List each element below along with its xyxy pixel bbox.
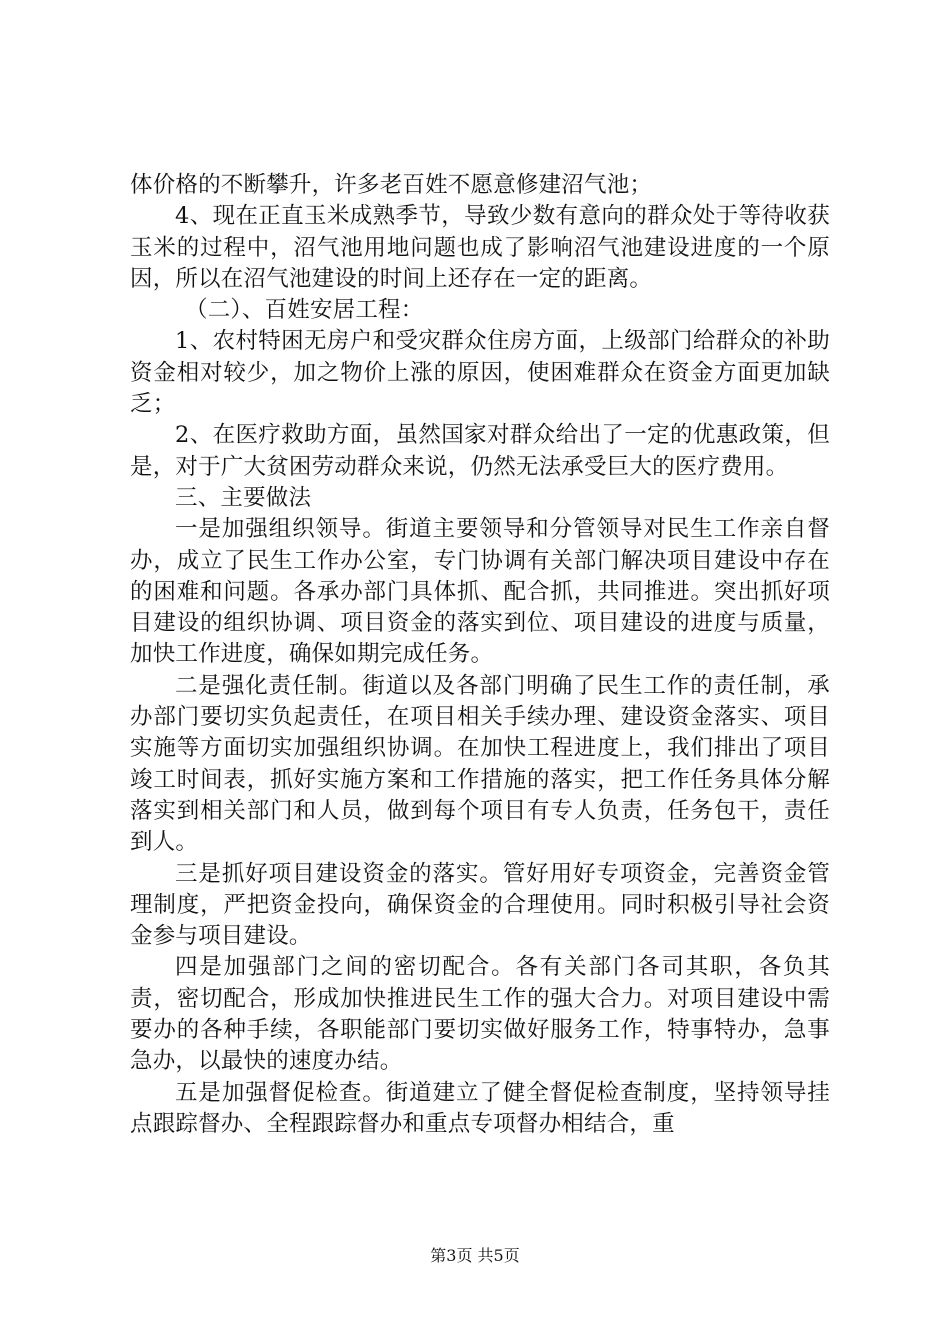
paragraph-11: 五是加强督促检查。街道建立了健全督促检查制度，坚持领导挂点跟踪督办、全程跟踪督办和重点专项督办相结合，重 xyxy=(130,1079,830,1137)
paragraph-2: 4、现在正直玉米成熟季节，导致少数有意向的群众处于等待收获玉米的过程中，沼气池用地问题也成了影响沼气池建设进度的一个原因，所以在沼气池建设的时间上还存在一定的距离。 xyxy=(130,203,830,292)
paragraph-8: 二是强化责任制。街道以及各部门明确了民生工作的责任制，承办部门要切实负起责任，在项目相关手续办理、建设资金落实、项目实施等方面切实加强组织协调。在加快工程进度上，我们排出了项目竣工时间表，抓好实施方案和工作措施的落实，把工作任务具体分解落实到相关部门和人员，做到每个项目有专人负责，任务包干，责任到人。 xyxy=(130,672,830,856)
section-heading-2: （二）、百姓安居工程： xyxy=(185,297,424,324)
paragraph-10: 四是加强部门之间的密切配合。各有关部门各司其职，各负其责，密切配合，形成加快推进民生工作的强大合力。对项目建设中需要办的各种手续，各职能部门要切实做好服务工作，特事特办，急事急办，以最快的速度办结。 xyxy=(130,954,830,1075)
page-number-footer: 第3页 共5页 xyxy=(430,1246,520,1265)
section-heading-3: 三、主要做法 xyxy=(175,484,312,511)
paragraph-5: 2、在医疗救助方面，虽然国家对群众给出了一定的优惠政策，但是，对于广大贫困劳动群众来说，仍然无法承受巨大的医疗费用。 xyxy=(130,422,830,480)
paragraph-7: 一是加强组织领导。街道主要领导和分管领导对民生工作亲自督办，成立了民生工作办公室，专门协调有关部门解决项目建设中存在的困难和问题。各承办部门具体抓、配合抓，共同推进。突出抓好项目建设的组织协调、项目资金的落实到位、项目建设的进度与质量，加快工作进度，确保如期完成任务。 xyxy=(130,516,830,668)
paragraph-9: 三是抓好项目建设资金的落实。管好用好专项资金，完善资金管理制度，严把资金投向，确保资金的合理使用。同时积极引导社会资金参与项目建设。 xyxy=(130,860,830,950)
document-body xyxy=(130,170,830,1140)
paragraph-4: 1、农村特困无房户和受灾群众住房方面，上级部门给群众的补助资金相对较少，加之物价上涨的原因，使困难群众在资金方面更加缺乏； xyxy=(130,328,830,418)
paragraph-1: 体价格的不断攀升，许多老百姓不愿意修建沼气池； xyxy=(130,172,653,198)
